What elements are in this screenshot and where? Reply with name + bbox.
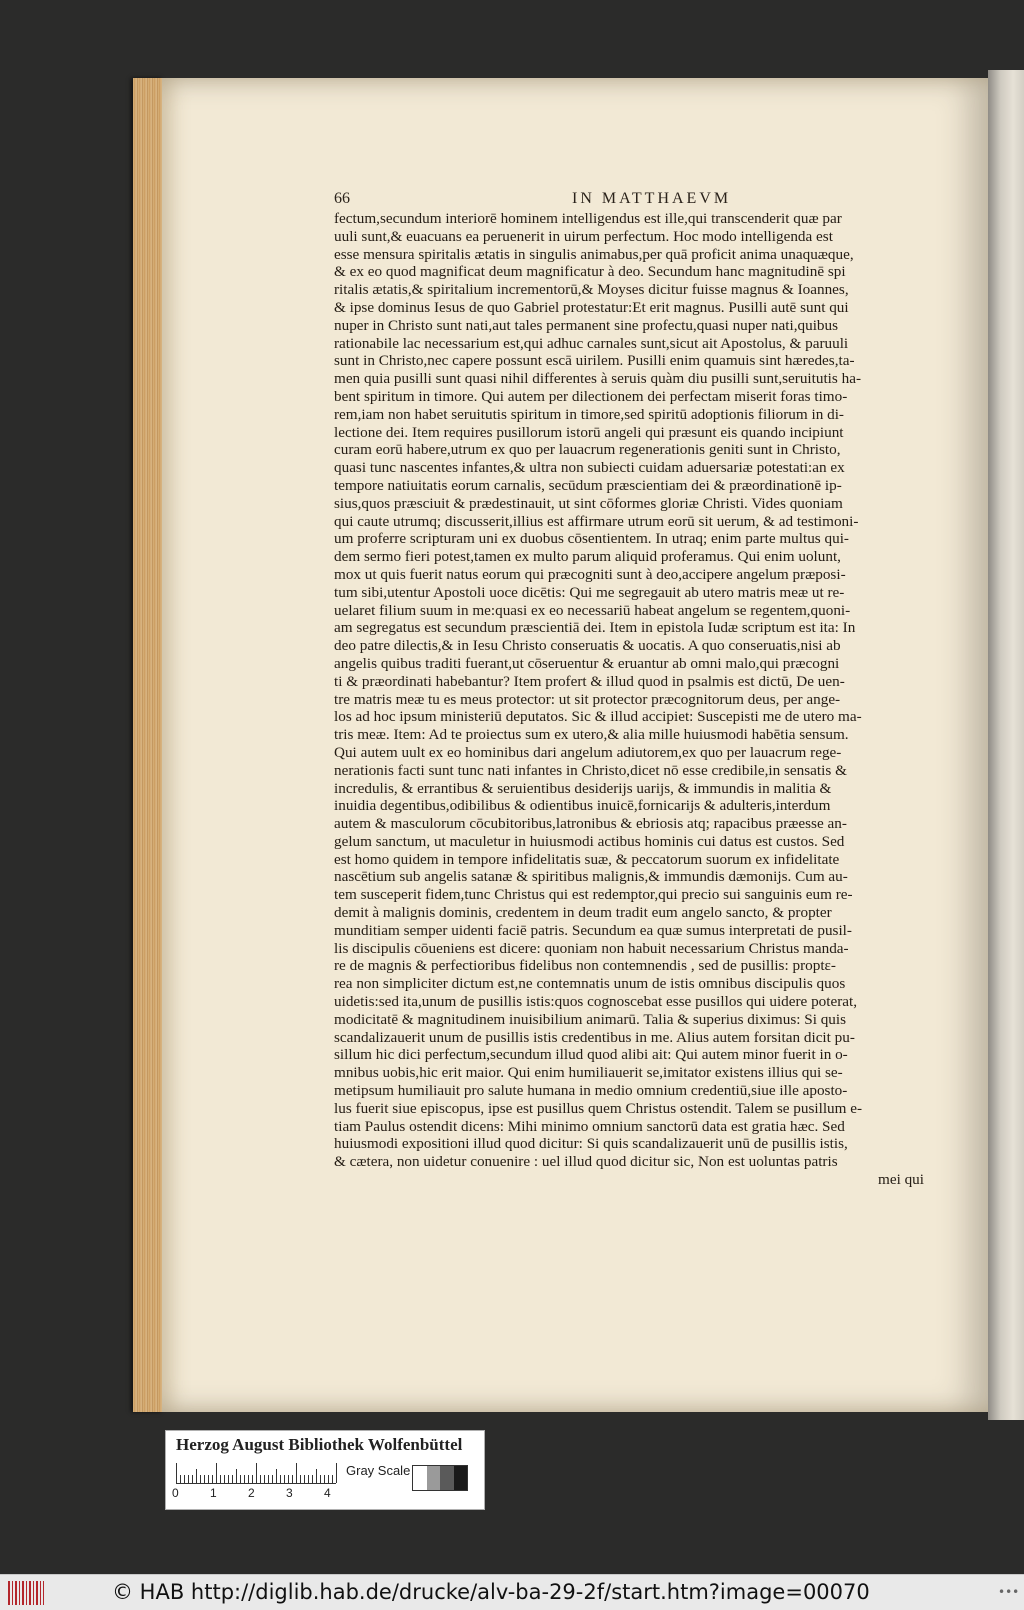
text-line: & ex eo quod magnificat deum magnificatur à deo. Secundum hanc magnitudinē spi (334, 263, 846, 281)
text-line: nerationis facti sunt tunc nati infantes in Christo,dicet nō esse credibile,in sensatis & (334, 761, 847, 779)
text-line: am segregatus est secundum præscientiā dei. Item in epistola Iudæ scriptum est ita: In (334, 619, 856, 637)
ruler-tick (188, 1475, 189, 1483)
ruler-number: 4 (324, 1486, 331, 1500)
ruler-tick (280, 1475, 281, 1483)
text-line: rea non simpliciter dictum est,ne contemnatis unum de istis omnibus discipulis quos (334, 975, 846, 993)
text-line: dem sermo fieri potest,tamen ex multo parum aliquid proferamus. Qui enim uolunt, (334, 548, 841, 566)
hab-logo-icon (8, 1581, 44, 1605)
text-line: quasi tunc nascentes infantes,& ultra non subiecti cuidam aduersariæ potestati:an ex (334, 459, 845, 477)
text-line: uelaret filium suum in me:quasi ex eo necessariū habeat angelum se regentem,quoni- (334, 601, 851, 619)
ruler-tick (332, 1475, 333, 1483)
text-line: los ad hoc ipsum ministeriū deputatos. Sic & illud accipiet: Suscepisti me de utero ma- (334, 708, 862, 726)
text-line: sillum hic dici perfectum,secundum illud quod alibi ait: Qui autem minor fuerit in o- (334, 1046, 848, 1064)
ruler-tick (256, 1463, 257, 1483)
ruler-tick (228, 1475, 229, 1483)
text-line: um proferre scripturam uni ex duobus cōsentientem. In utraq; enim parte multus qui- (334, 530, 849, 548)
ruler-tick (300, 1475, 301, 1483)
ruler-tick (204, 1475, 205, 1483)
ruler-tick (312, 1475, 313, 1483)
running-head: IN MATTHAEVM (572, 190, 732, 207)
text-line: huiusmodi expositioni illud quod dicitur: Si quis scandalizauerit unū de pusillis istis, (334, 1135, 848, 1153)
text-line: rationabile lac necessarium est,qui adhuc carnales sunt,sicut ait Apostolus, & paruuli (334, 334, 849, 352)
library-name: Herzog August Bibliothek Wolfenbüttel (176, 1435, 463, 1454)
text-line: est homo quidem in tempore infidelitatis suæ, & peccatorum suorum ex infidelitate (334, 850, 840, 868)
text-line: nuper in Christo sunt nati,aut tales permanent sine profectu,quasi nuper nati,quibus (334, 316, 839, 334)
ruler-tick (288, 1475, 289, 1483)
text-line: fectum,secundum interiorē hominem intelligendus est ille,qui transcenderit quæ par (334, 210, 842, 227)
gray-scale-swatches (412, 1465, 468, 1491)
next-page-edge (988, 70, 1024, 1420)
body-text (334, 210, 924, 1189)
ruler-tick (308, 1475, 309, 1483)
text-line: ritalis ætatis,& spiritalium incrementorū,& Moyses dicitur fuisse magnus & Ioannes, (334, 281, 849, 299)
ruler-number: 2 (248, 1486, 255, 1500)
text-line: tem susceperit fidem,tunc Christus qui est redemptor,qui precio sui sanguinis eum re- (334, 886, 853, 904)
ruler-tick (208, 1475, 209, 1483)
text-line: inuidia degentibus,odibilibus & odientibus inuicē,fornicarijs & adulteris,interdum (334, 797, 831, 815)
more-icon[interactable]: ••• (998, 1585, 1020, 1599)
text-line: & cætera, non uidetur conuenire : uel illud quod dicitur sic, Non est uoluntas patris (334, 1153, 838, 1171)
ruler-tick (236, 1469, 237, 1483)
ruler-tick (328, 1475, 329, 1483)
text-line: modicitatē & magnitudinem inuisibilium animarū. Talia & superius diximus: Si quis (334, 1010, 847, 1028)
text-line: sunt in Christo,nec capere possunt escā uirilem. Pusilli enim quamuis sint hæredes,ta- (334, 352, 855, 370)
ruler-tick (260, 1475, 261, 1483)
ruler-number: 1 (210, 1486, 217, 1500)
text-line: nascētium sub angelis satanæ & spiritibus malignis,& immundis dæmonijs. Cum au- (334, 868, 848, 886)
ruler-tick (336, 1463, 337, 1483)
text-line: & ipse dominus Iesus de quo Gabriel protestatur:Et erit magnus. Pusilli autē sunt qui (334, 298, 849, 316)
text-line: tempore natiuitatis eorum carnalis, secūdum præscientiam dei & præordinationē ip- (334, 476, 842, 494)
ruler-tick (192, 1475, 193, 1483)
ruler-tick (240, 1475, 241, 1483)
text-line: tiam Paulus ostendit dicens: Mihi minimo omnium sanctorū data est gratia hæc. Sed (334, 1117, 845, 1135)
ruler-tick (292, 1475, 293, 1483)
ruler-number: 3 (286, 1486, 293, 1500)
text-line: bent spiritum in timore. Qui autem per dilectionem dei perfectam miserit foras timo- (334, 387, 848, 405)
ruler-tick (212, 1475, 213, 1483)
ruler-tick (244, 1475, 245, 1483)
ruler-tick (196, 1469, 197, 1483)
ruler-tick (316, 1469, 317, 1483)
text-line: scandalizauerit unum de pusillis istis credentibus in me. Alius autem forsitan dicit pu- (334, 1028, 855, 1046)
ruler-tick (268, 1475, 269, 1483)
ruler-tick (216, 1463, 217, 1483)
text-line: ti & præordinati habebantur? Item profert & illud quod in psalmis est dictū, De uen- (334, 672, 845, 690)
catchword: mei qui (878, 1171, 924, 1189)
text-line: sius,quos præsciuit & prædestinauit, ut sint cōformes gloriæ Christi. Vides quoniam (334, 494, 843, 512)
text-line: men quia pusilli sunt quasi nihil differentes à seruis quàm diu pusilli sunt,seruitutis ha- (334, 370, 862, 388)
ruler-tick (180, 1475, 181, 1483)
ruler-tick (252, 1475, 253, 1483)
ruler-tick (184, 1475, 185, 1483)
text-line: mox ut quis fuerit natus eorum qui præcogniti sunt à deo,accipere angelum præposi- (334, 565, 846, 583)
text-line: angelis quibus traditi fuerant,ut cōseruentur & eruantur ab omni malo,qui præcogni (334, 654, 840, 672)
text-line: qui caute utrumq; discusserit,illius est affirmare utrum eorū sit uerum, & ad testimoni- (334, 512, 859, 530)
text-line: demit à malignis dominis, credentem in deum tradit eum angelo sancto, & propter (334, 904, 832, 922)
text-line: deo patre dilectis,& in Iesu Christo conseruatis & uocatis. A quo conseruatis,nisi ab (334, 637, 841, 655)
page-number: 66 (334, 190, 350, 207)
text-line: autem & masculorum cōcubitoribus,latronibus & ebriosis atq; rapacibus præesse an- (334, 815, 847, 833)
ruler-tick (224, 1475, 225, 1483)
text-line: tris meæ. Item: Ad te proiectus sum ex utero,& alia mille huiusmodi habētia sensum. (334, 726, 849, 744)
ruler-tick (248, 1475, 249, 1483)
text-line: lectione dei. Item requires pusillorum istorū angeli qui præsunt eis quando incipiunt (334, 423, 844, 441)
text-line: lis discipulis cōueniens est dicere: quoniam non habuit necessarium Christus manda- (334, 939, 849, 957)
text-line: tum sibi,utentur Apostoli uoce dicētis: Qui me segregauit ab utero matris meæ ut re- (334, 583, 845, 601)
viewer-footer (0, 1574, 1024, 1610)
ruler-tick (320, 1475, 321, 1483)
text-line: metipsum humiliauit pro salute humana in medio omnium credentiū,siue ille aposto- (334, 1082, 848, 1100)
ruler-tick (220, 1475, 221, 1483)
ruler-tick (276, 1469, 277, 1483)
text-line: lus fuerit siue episcopus, ipse est pusillus quem Christus ostendit. Talem se pusillum e- (334, 1099, 863, 1117)
ruler-tick (176, 1463, 177, 1483)
text-line: re de magnis & perfectioribus fidelibus non contemnendis , sed de pusillis: proptε- (334, 957, 836, 975)
source-url[interactable]: © HAB http://diglib.hab.de/drucke/alv-ba-29-2f/start.htm?image=00070 (112, 1580, 870, 1604)
ruler-tick (296, 1463, 297, 1483)
text-line: curam eorū habere,utrum ex quo per lauacrum regenerationis geniti sunt in Christo, (334, 441, 841, 459)
book-edge (133, 78, 163, 1412)
color-scale-card (165, 1430, 485, 1510)
ruler-tick (304, 1475, 305, 1483)
ruler-tick (284, 1475, 285, 1483)
text-line: uuli sunt,& euacuans ea peruenerit in uirum perfectum. Hoc modo intelligenda est (334, 227, 833, 245)
text-line: gelum sanctum, ut maculetur in huiusmodi actibus hominis cui datus est custos. Sed (334, 832, 845, 850)
ruler (176, 1461, 336, 1484)
text-line: munditiam semper uidenti faciē patris. Secundum ea quæ sumus interpretati de pusil- (334, 921, 852, 939)
ruler-tick (324, 1475, 325, 1483)
ruler-number: 0 (172, 1486, 179, 1500)
text-line: rem,iam non habet seruitutis spiritum in timore,sed spiritū adoptionis filiorum in di- (334, 405, 844, 423)
ruler-tick (264, 1475, 265, 1483)
gray-scale-label: Gray Scale (346, 1463, 411, 1478)
text-line: mnibus uobis,hic erit maior. Qui enim humiliauerit se,imitator existens illius qui se- (334, 1064, 843, 1082)
ruler-tick (200, 1475, 201, 1483)
ruler-tick (272, 1475, 273, 1483)
text-line: incredulis, & errantibus & seruientibus desiderijs uarijs, & immundis in malitia & (334, 779, 832, 797)
text-line: tre matris meæ tu es meus protector: ut sit protector præcognitorum deus, per ange- (334, 690, 841, 708)
ruler-tick (232, 1475, 233, 1483)
text-line: esse mensura spiritalis ætatis in singulis animabus,per quā proficit anima unaquæque, (334, 245, 854, 263)
text-line: Qui autem uult ex eo hominibus dari angelum adiutorem,ex quo per lauacrum rege- (334, 743, 842, 761)
text-line: uidetis:sed ita,unum de pusillis istis:quos cognoscebat esse pusillos qui uidere poterat, (334, 993, 858, 1011)
